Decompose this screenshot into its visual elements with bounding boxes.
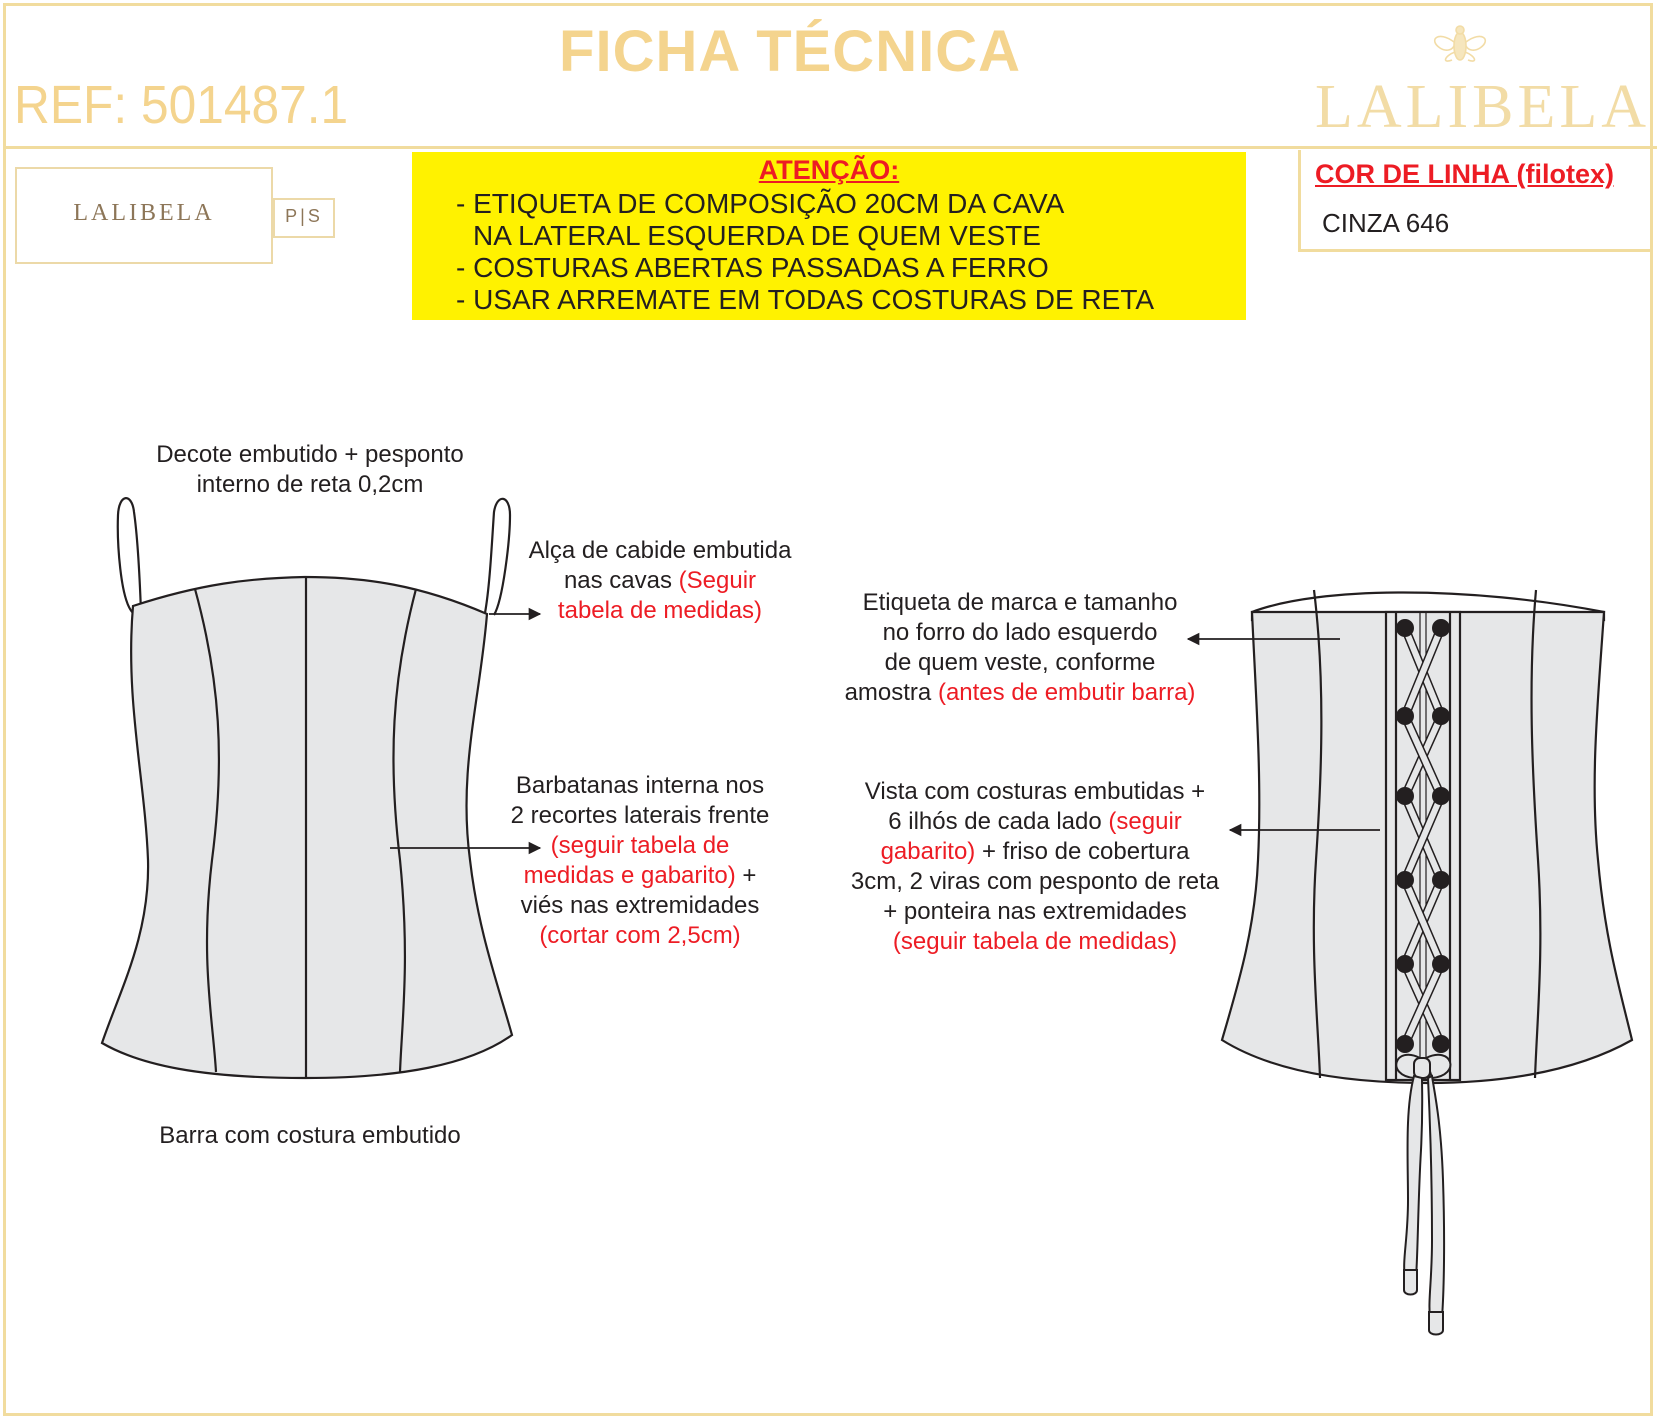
brand-label-note-line-4 xyxy=(820,678,1220,708)
placket-note-line-3 xyxy=(825,837,1245,867)
strap-note-line-3: tabela de medidas) xyxy=(557,597,763,624)
lace-bow xyxy=(1396,1055,1450,1335)
attention-line-2: NA LATERAL ESQUERDA DE QUEM VESTE xyxy=(473,220,1041,251)
placket-note-line-4: 3cm, 2 viras com pesponto de reta xyxy=(850,868,1220,895)
brand-label-note-line-1: Etiqueta de marca e tamanho xyxy=(862,589,1178,616)
boning-note-line-3: (seguir tabela de xyxy=(550,832,730,859)
front-garment-drawing xyxy=(102,498,512,1078)
brand-label-note-line-3: de quem veste, conforme xyxy=(884,649,1156,676)
boning-note-line-1: Barbatanas interna nos xyxy=(515,772,765,799)
brand-logo: LALIBELA xyxy=(1315,73,1651,141)
placket-note-line-3-red: gabarito) xyxy=(880,838,976,865)
attention-line-1: - ETIQUETA DE COMPOSIÇÃO 20CM DA CAVA xyxy=(456,188,1065,219)
placket-note-line-3-text: + friso de cobertura xyxy=(975,838,1190,865)
placket-note-line-5: + ponteira nas extremidades xyxy=(883,898,1187,925)
boning-note xyxy=(480,771,800,951)
boning-note-line-5: viés nas extremidades xyxy=(520,892,760,919)
boning-note-line-2: 2 recortes laterais frente xyxy=(510,802,770,829)
attention-line-3: - COSTURAS ABERTAS PASSADAS A FERRO xyxy=(456,252,1049,283)
placket-note-line-1: Vista com costuras embutidas + xyxy=(864,778,1206,805)
placket-note-line-2 xyxy=(825,807,1245,837)
neckline-note xyxy=(120,440,500,500)
hem-note: Barra com costura embutido xyxy=(159,1122,461,1149)
neckline-note-line-1: Decote embutido + pesponto xyxy=(156,441,464,468)
thread-color-title: COR DE LINHA (filotex) xyxy=(1315,159,1614,189)
strap-note-line-1: Alça de cabide embutida xyxy=(528,537,792,564)
boning-note-line-4-red: medidas e gabarito) xyxy=(523,862,736,889)
strap-note-line-2-text: nas cavas xyxy=(563,567,679,594)
thread-color-value: CINZA 646 xyxy=(1322,208,1450,238)
attention-title: ATENÇÃO: xyxy=(758,155,900,185)
boning-note-line-4-text: + xyxy=(735,862,757,889)
placket-note-line-2-text: 6 ilhós de cada lado xyxy=(888,808,1109,835)
brand-label-note-line-2: no forro do lado esquerdo xyxy=(882,619,1158,646)
placket-note-line-2-red: (seguir xyxy=(1108,808,1182,835)
page-title: FICHA TÉCNICA xyxy=(559,19,1021,84)
boning-note-line-6: (cortar com 2,5cm) xyxy=(539,922,741,949)
brand-label-note-line-4-red: (antes de embutir barra) xyxy=(937,679,1196,706)
size-tag-text: P|S xyxy=(285,206,323,226)
neckline-note-line-2: interno de reta 0,2cm xyxy=(196,471,424,498)
boning-note-line-4 xyxy=(480,861,800,891)
placket-note xyxy=(825,777,1245,957)
attention-line-4: - USAR ARREMATE EM TODAS COSTURAS DE RETA xyxy=(456,284,1155,315)
brand-label-note-line-4-text: amostra xyxy=(844,679,938,706)
strap-note xyxy=(505,536,815,626)
reference-code: REF: 501487.1 xyxy=(14,75,349,135)
brand-label-note xyxy=(820,588,1220,708)
left-strap xyxy=(118,498,141,613)
strap-note-line-2-red: (Seguir xyxy=(678,567,757,594)
label-brand-text: LALIBELA xyxy=(73,200,215,226)
strap-note-line-2 xyxy=(505,566,815,596)
placket-note-line-6: (seguir tabela de medidas) xyxy=(892,928,1178,955)
